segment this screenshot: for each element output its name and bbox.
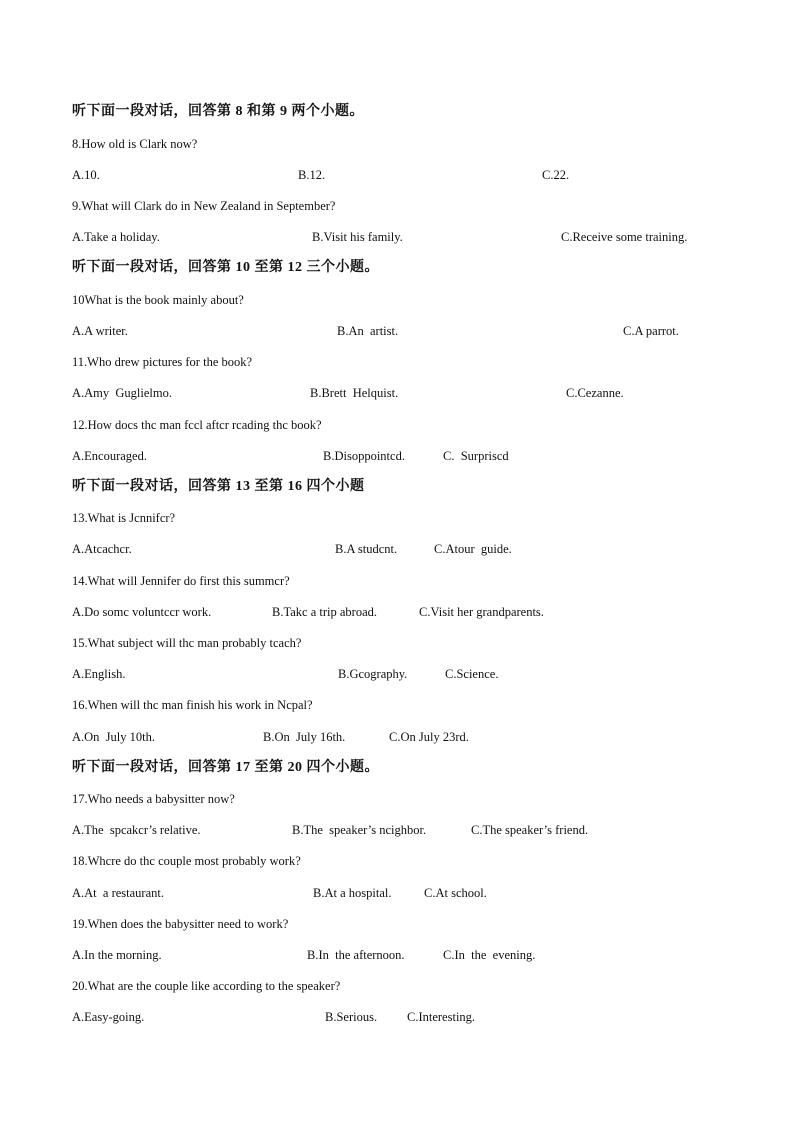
option-b: B.Disoppointcd. (323, 449, 405, 463)
option-c: C.Visit her grandparents. (419, 605, 544, 619)
question-20: 20.What are the couple like according to the speaker? (72, 979, 341, 993)
option-c: C.A parrot. (623, 324, 679, 338)
option-b: B.A studcnt. (335, 542, 398, 556)
question-19: 19.When does the babysitter need to work? (72, 917, 289, 931)
option-b: B.The speaker’s ncighbor. (292, 823, 427, 837)
option-c: C.At school. (424, 886, 487, 900)
option-c: C.Interesting. (407, 1010, 476, 1024)
option-a: A.English. (72, 667, 126, 681)
option-b: B.Brett Helquist. (310, 386, 399, 400)
option-b: B.Serious. (325, 1010, 378, 1024)
option-b: B.12. (298, 168, 326, 182)
question-17: 17.Who needs a babysitter now? (72, 792, 235, 806)
section-heading: 听下面一段对话，回答第 13 至第 16 四个小题 (72, 479, 365, 494)
question-10: 10What is the book mainly about? (72, 293, 244, 307)
option-c: C.Science. (445, 667, 499, 681)
option-a: A.In the morning. (72, 948, 162, 962)
question-15: 15.What subject will thc man probably tcach? (72, 636, 302, 650)
option-a: A.Easy-going. (72, 1010, 145, 1024)
question-9: 9.What will Clark do in New Zealand in September? (72, 199, 336, 213)
option-c: C.22. (542, 168, 570, 182)
option-a: A.Do somc voluntccr work. (72, 605, 212, 619)
question-14: 14.What will Jennifer do first this summcr? (72, 574, 290, 588)
option-a: A.On July 10th. (72, 730, 155, 744)
option-c: C.Cezanne. (566, 386, 624, 400)
question-8: 8.How old is Clark now? (72, 137, 198, 151)
option-a: A.Encouraged. (72, 449, 147, 463)
section-heading: 听下面一段对话，回答第 17 至第 20 四个小题。 (72, 760, 379, 775)
option-b: B.An artist. (337, 324, 399, 338)
option-b: B.In the afternoon. (307, 948, 405, 962)
option-a: A.10. (72, 168, 100, 182)
option-c: C. Surpriscd (443, 449, 509, 463)
option-a: A.A writer. (72, 324, 128, 338)
question-16: 16.When will thc man finish his work in Ncpal? (72, 698, 313, 712)
section-heading: 听下面一段对话，回答第 8 和第 9 两个小题。 (72, 104, 364, 119)
option-b: B.Gcography. (338, 667, 408, 681)
option-a: A.Amy Guglielmo. (72, 386, 172, 400)
question-12: 12.How docs thc man fccl aftcr rcading thc book? (72, 418, 322, 432)
question-11: 11.Who drew pictures for the book? (72, 355, 253, 369)
question-13: 13.What is Jcnnifcr? (72, 511, 176, 525)
option-c: C.On July 23rd. (389, 730, 469, 744)
section-heading: 听下面一段对话，回答第 10 至第 12 三个小题。 (72, 260, 379, 275)
option-a: A.Take a holiday. (72, 230, 160, 244)
options-20 (72, 1009, 734, 1089)
option-a: A.At a restaurant. (72, 886, 164, 900)
option-b: B.On July 16th. (263, 730, 346, 744)
option-b: B.Visit his family. (312, 230, 403, 244)
option-c: C.Receive some training. (561, 230, 688, 244)
option-a: A.Atcachcr. (72, 542, 132, 556)
option-b: B.At a hospital. (313, 886, 392, 900)
option-c: C.In the evening. (443, 948, 536, 962)
option-a: A.The spcakcr’s relative. (72, 823, 201, 837)
question-18: 18.Whcre do thc couple most probably work? (72, 854, 301, 868)
option-b: B.Takc a trip abroad. (272, 605, 377, 619)
option-c: C.Atour guide. (434, 542, 512, 556)
option-c: C.The speaker’s friend. (471, 823, 589, 837)
